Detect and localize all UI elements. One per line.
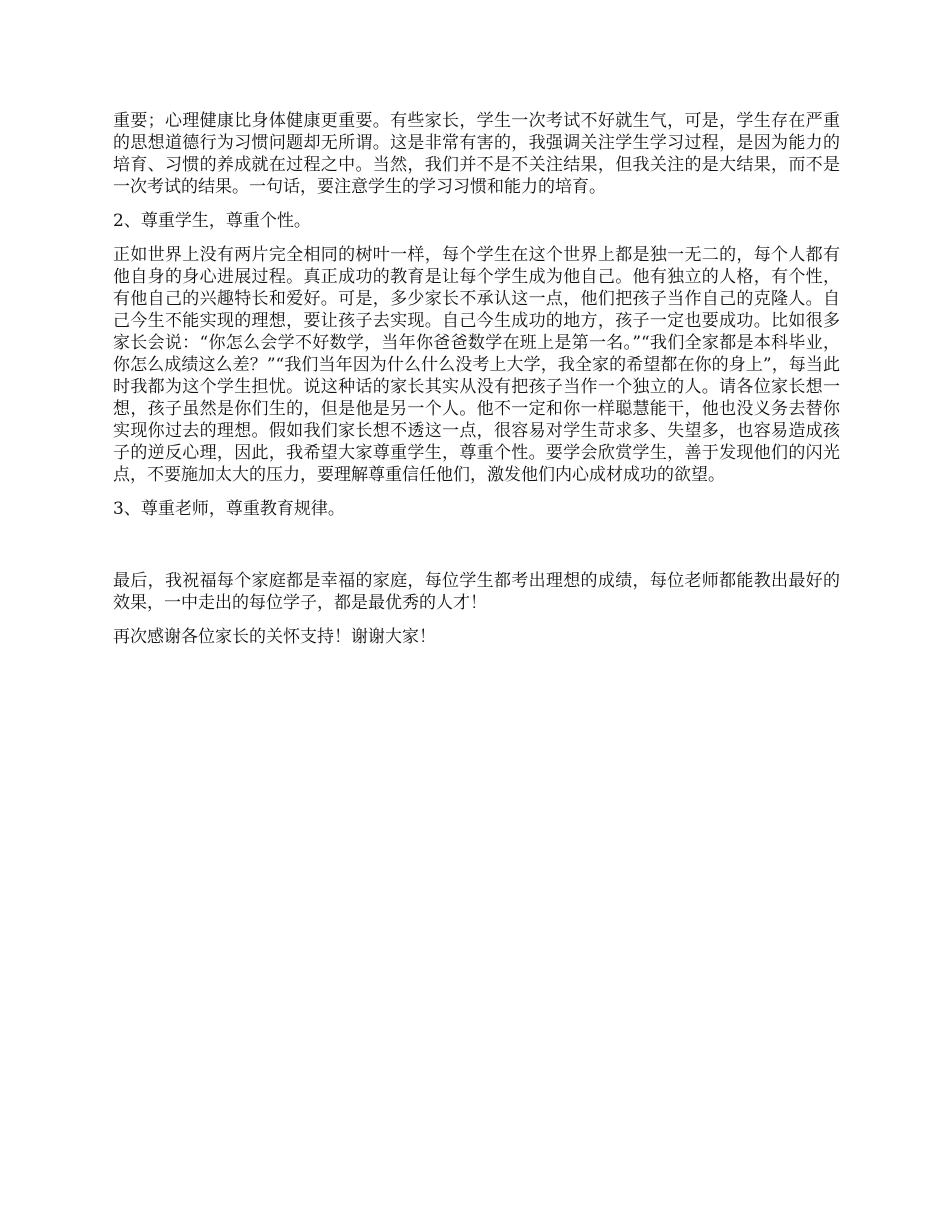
section-heading-respect-teachers: 3、尊重老师，尊重教育规律。 — [113, 499, 345, 519]
section-heading-respect-students: 2、尊重学生，尊重个性。 — [113, 211, 311, 231]
document-body — [113, 110, 840, 660]
paragraph-respect-individuality: 正如世界上没有两片完全相同的树叶一样，每个学生在这个世界上都是独一无二的，每个人都有他自身的身心进展过程。真正成功的教育是让每个学生成为他自己。他有独立的人格，有个性，有他自己的兴趣特长和爱好。可是，多少家长不承认这一点，他们把孩子当作自己的克隆人。自己今生不能实现的理想，要让孩子去实现。自己今生成功的地方，孩子一定也要成功。比如很多家长会说：“你怎么会学不好数学，当年你爸爸数学在班上是第一名。”“我们全家都是本科毕业，你怎么成绩这么差？”“我们当年因为什么什么没考上大学，我全家的希望都在你的身上”，每当此时我都为这个学生担忧。说这种话的家长其实从没有把孩子当作一个独立的人。请各位家长想一想，孩子虽然是你们生的，但是他是另一个人。他不一定和你一样聪慧能干，他也没义务去替你实现你过去的理想。假如我们家长想不透这一点，很容易对学生苛求多、失望多，也容易造成孩子的逆反心理，因此，我希望大家尊重学生，尊重个性。要学会欣赏学生，善于发现他们的闪光点，不要施加太大的压力，要理解尊重信任他们，激发他们内心成材成功的欲望。 — [113, 245, 840, 485]
paragraph-importance-of-process: 重要；心理健康比身体健康更重要。有些家长，学生一次考试不好就生气，可是，学生存在严重的思想道德行为习惯问题却无所谓。这是非常有害的，我强调关注学生学习过程，是因为能力的培育、习惯的养成就在过程之中。当然，我们并不是不关注结果，但我关注的是大结果，而不是一次考试的结果。一句话，要注意学生的学习习惯和能力的培育。 — [113, 111, 840, 197]
paragraph-thanks: 再次感谢各位家长的关怀支持！谢谢大家！ — [113, 627, 436, 647]
blank-space — [113, 532, 840, 570]
paragraph-closing-wishes: 最后，我祝福每个家庭都是幸福的家庭，每位学生都考出理想的成绩，每位老师都能教出最好的效果，一中走出的每位学子，都是最优秀的人才！ — [113, 571, 840, 613]
